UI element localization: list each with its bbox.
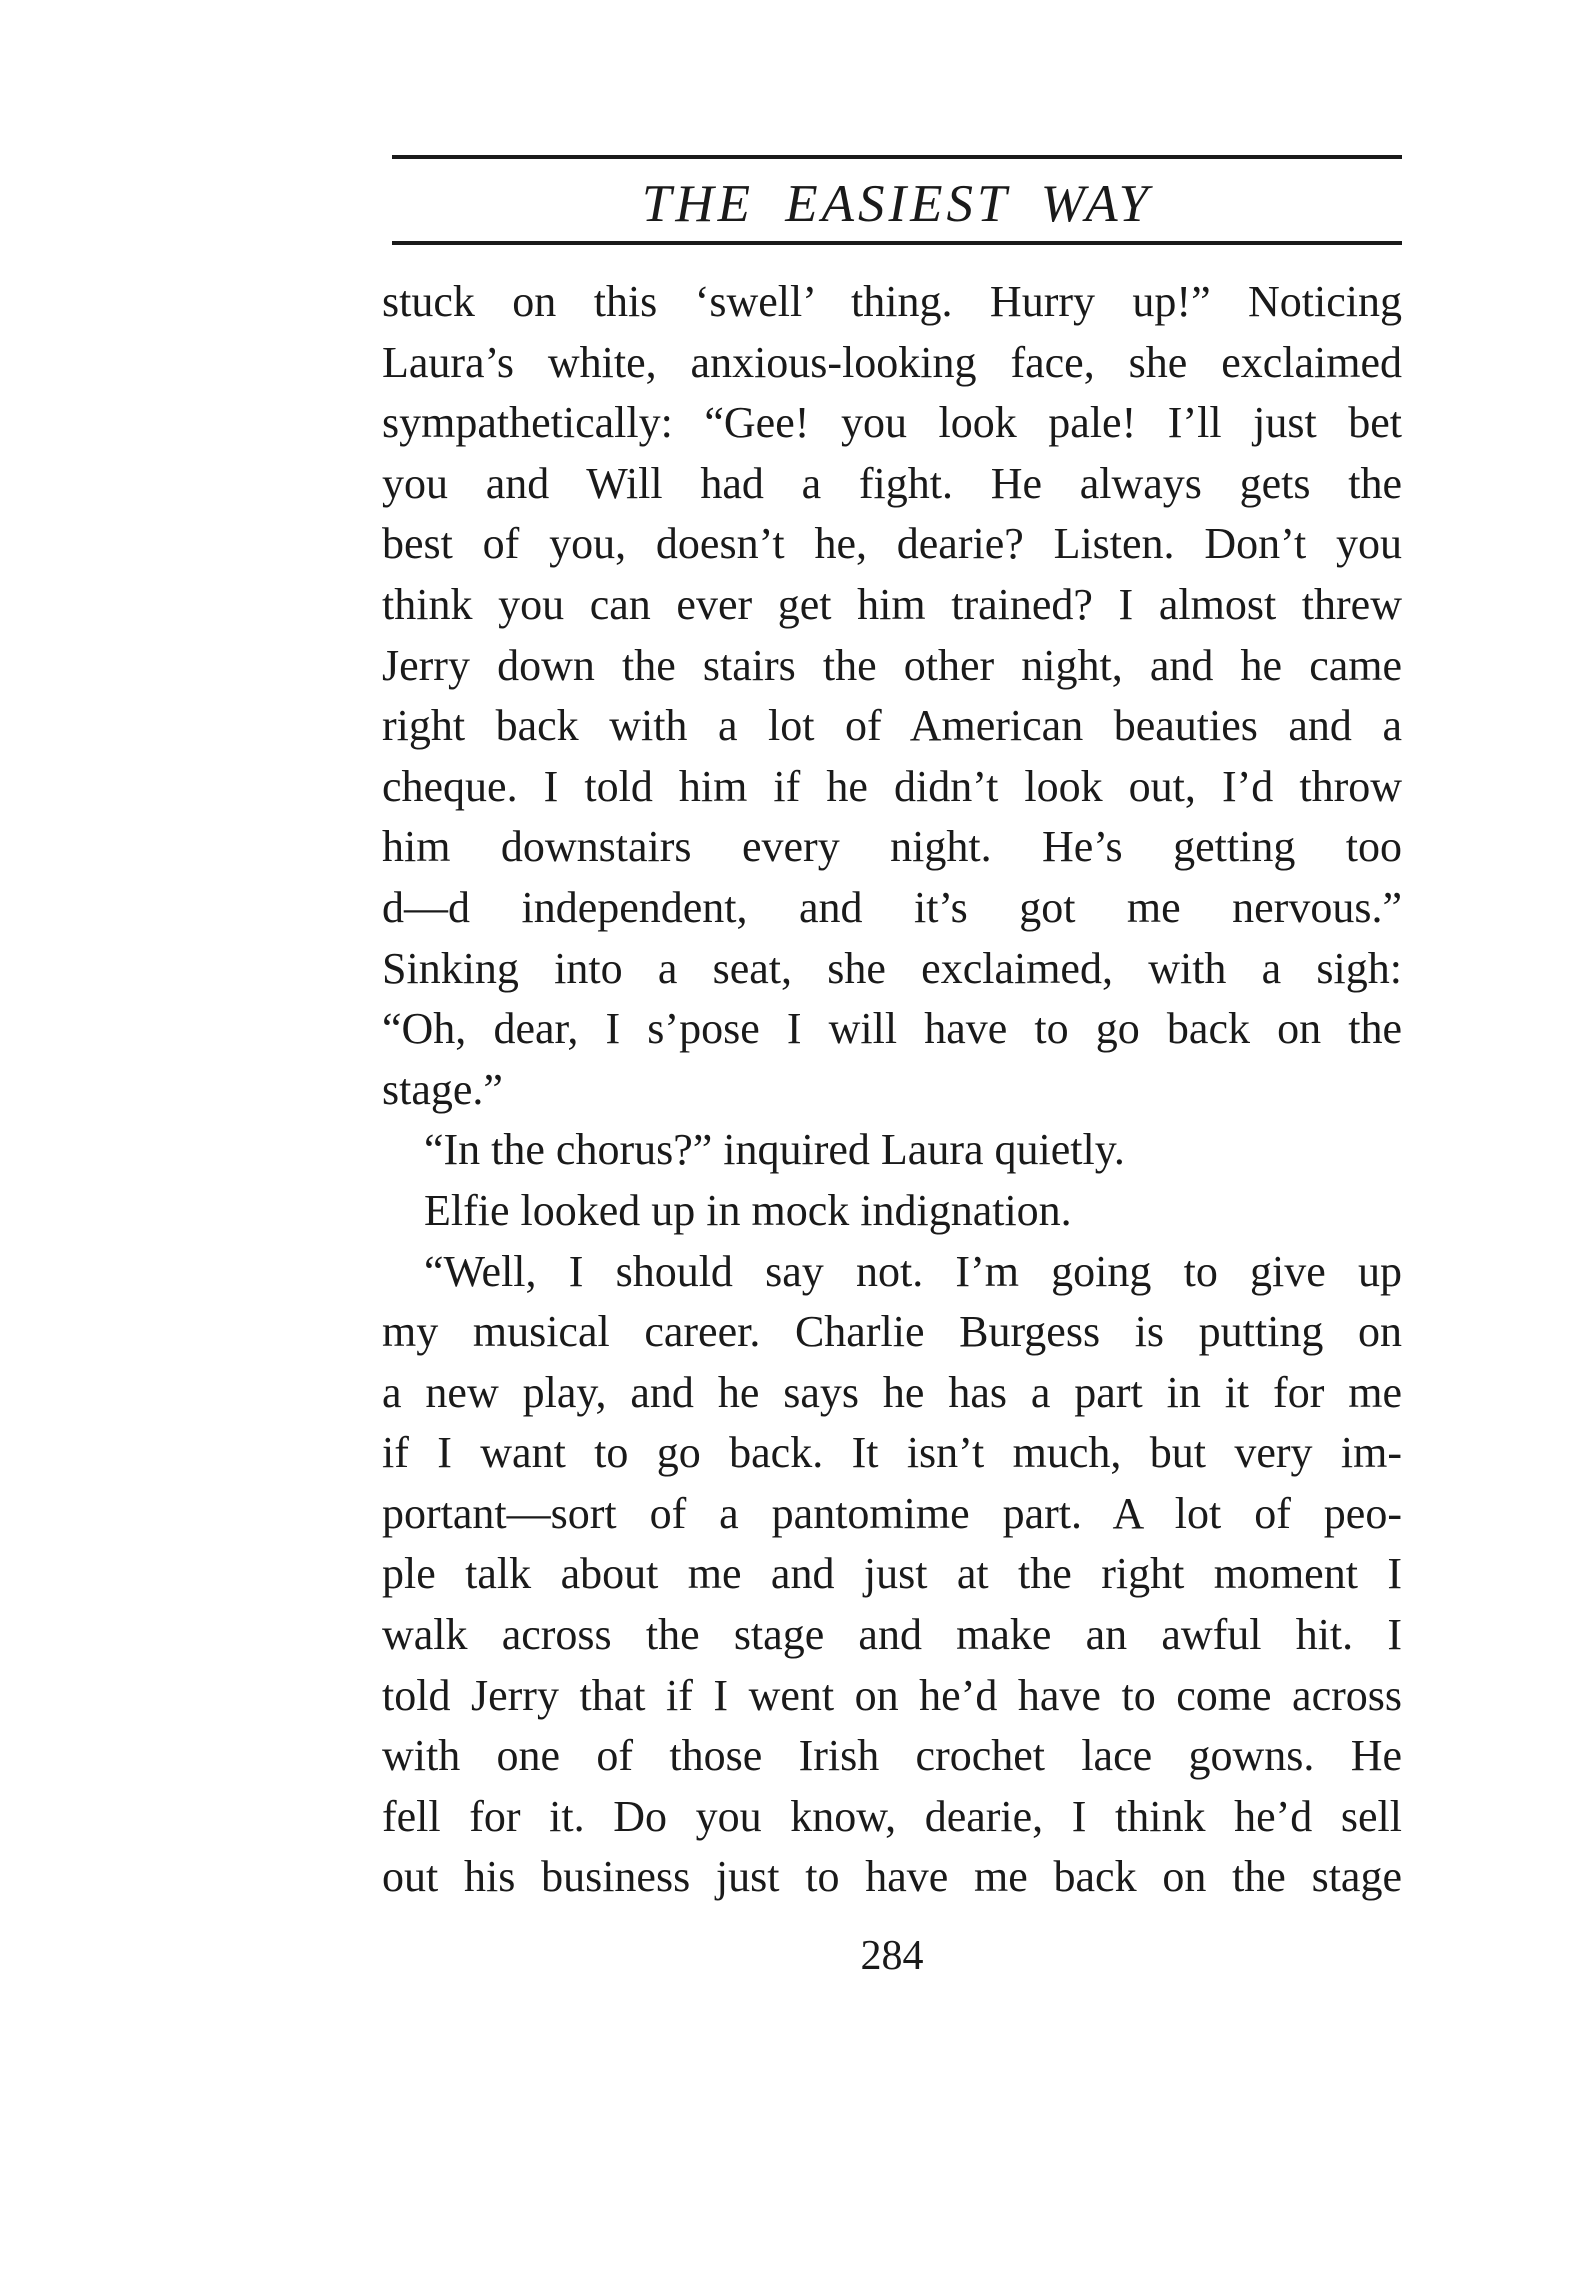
- text-line: “Well, I should say not. I’m going to give up: [424, 1246, 1402, 1296]
- text-line: you and Will had a fight. He always gets the: [382, 458, 1402, 508]
- header-rule-bottom: [392, 241, 1402, 245]
- header-rule-top: [392, 155, 1402, 159]
- text-line: Jerry down the stairs the other night, and he came: [382, 640, 1402, 690]
- page-number: 284: [860, 1933, 924, 1979]
- text-line: walk across the stage and make an awful hit. I: [382, 1610, 1402, 1660]
- text-line: stage.”: [382, 1064, 503, 1114]
- text-line: stuck on this ‘swell’ thing. Hurry up!” Noticing: [382, 277, 1402, 326]
- text-line: cheque. I told him if he didn’t look out, I’d throw: [382, 761, 1402, 811]
- text-line: my musical career. Charlie Burgess is putting on: [382, 1307, 1402, 1357]
- text-line: Laura’s white, anxious-looking face, she exclaimed: [382, 337, 1402, 387]
- running-head: THE EASIEST WAY: [641, 175, 1153, 233]
- text-line: d—d independent, and it’s got me nervous.”: [382, 882, 1402, 932]
- text-line: Elfie looked up in mock indignation.: [424, 1185, 1072, 1235]
- text-line: told Jerry that if I went on he’d have to come across: [382, 1670, 1402, 1720]
- text-line: ple talk about me and just at the right moment I: [382, 1549, 1402, 1599]
- text-line: fell for it. Do you know, dearie, I think he’d sell: [382, 1791, 1402, 1841]
- text-line: “Oh, dear, I s’pose I will have to go back on the: [382, 1004, 1402, 1054]
- text-line: “In the chorus?” inquired Laura quietly.: [424, 1125, 1125, 1175]
- text-line: Sinking into a seat, she exclaimed, with a sigh:: [382, 943, 1402, 993]
- text-line: right back with a lot of American beauties and a: [382, 701, 1402, 751]
- body-text: [382, 272, 1402, 1908]
- text-line: best of you, doesn’t he, dearie? Listen. Don’t you: [382, 519, 1402, 569]
- text-line: with one of those Irish crochet lace gowns. He: [382, 1731, 1402, 1781]
- text-line: him downstairs every night. He’s getting too: [382, 822, 1402, 872]
- text-line: think you can ever get him trained? I almost threw: [382, 579, 1402, 629]
- text-line: portant—sort of a pantomime part. A lot of peo-: [382, 1488, 1402, 1538]
- text-line: if I want to go back. It isn’t much, but very im-: [382, 1428, 1402, 1478]
- text-line: out his business just to have me back on the stage: [382, 1852, 1402, 1902]
- text-line: a new play, and he says he has a part in it for me: [382, 1367, 1402, 1417]
- text-line: sympathetically: “Gee! you look pale! I’ll just bet: [382, 398, 1402, 448]
